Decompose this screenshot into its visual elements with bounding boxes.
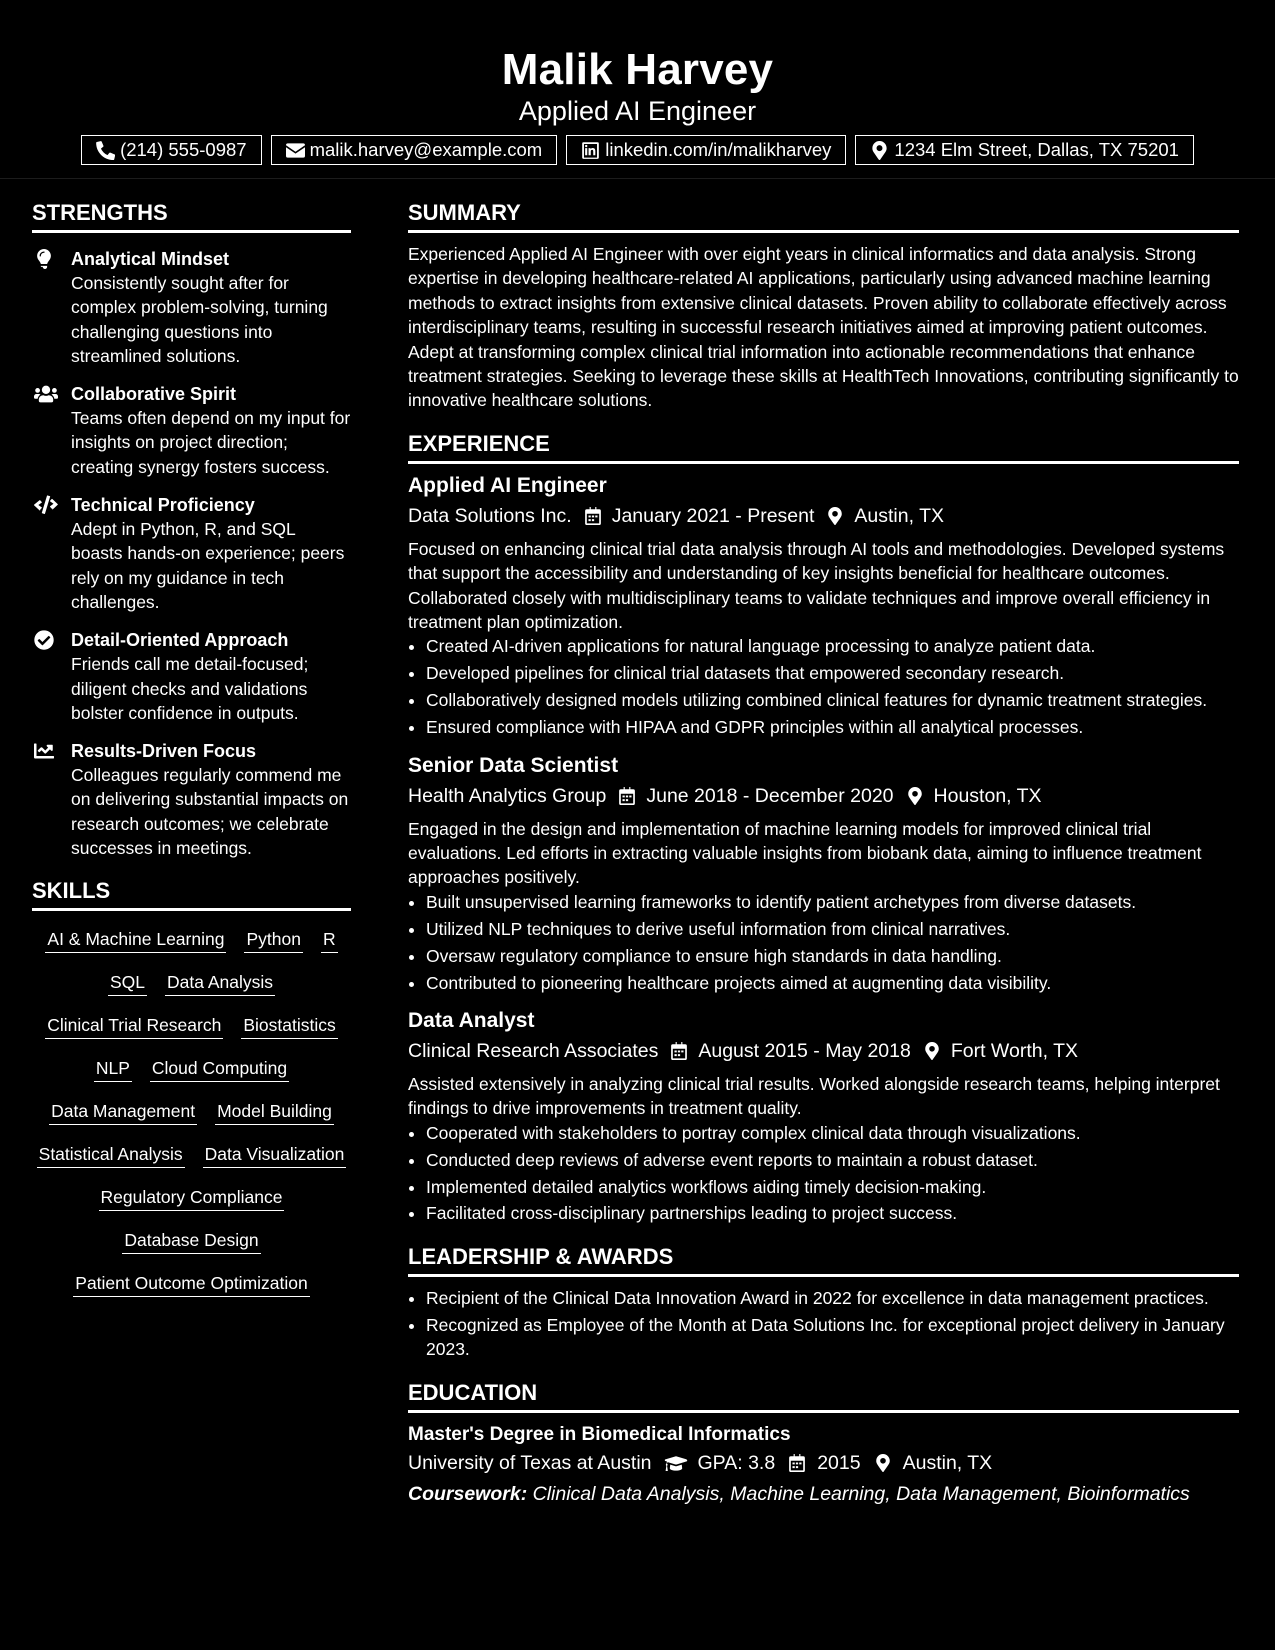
strengths-list xyxy=(32,247,351,860)
strength-title: Detail-Oriented Approach xyxy=(71,630,289,651)
skill-tag: NLP xyxy=(94,1056,132,1082)
list-item: • Recognized as Employee of the Month at Data Solutions Inc. for exceptional project delivery in January 2023. xyxy=(426,1313,1239,1362)
job-bullets xyxy=(408,1121,1239,1226)
coursework-label: Coursework: xyxy=(408,1482,528,1505)
skill-tag: Data Analysis xyxy=(165,970,275,996)
job-entry xyxy=(408,752,1239,995)
calendar-icon xyxy=(787,1454,807,1472)
job-company: Clinical Research Associates xyxy=(408,1039,659,1062)
mail-icon xyxy=(286,141,305,160)
education-meta xyxy=(408,1448,1239,1478)
job-company: Health Analytics Group xyxy=(408,784,607,807)
list-item: • Utilized NLP techniques to derive useful information from clinical narratives. xyxy=(426,917,1239,941)
skill-tag: Statistical Analysis xyxy=(37,1142,185,1168)
skill-tag: Regulatory Compliance xyxy=(99,1185,285,1211)
left-column xyxy=(32,198,351,1297)
skill-tag: Patient Outcome Optimization xyxy=(73,1271,309,1297)
strength-title: Collaborative Spirit xyxy=(71,384,237,405)
strength-title: Technical Proficiency xyxy=(71,495,255,516)
map-pin-icon xyxy=(873,1454,893,1472)
job-description: Engaged in the design and implementation of machine learning models for improved clinical trial evaluations. Led efforts in extracting valuable insights from biobank data, aiming to influence treatment approaches positively. xyxy=(408,818,1202,888)
list-item: • Recipient of the Clinical Data Innovation Award in 2022 for excellence in data management practices. xyxy=(426,1286,1239,1310)
linkedin-icon xyxy=(581,141,600,160)
list-item: • Cooperated with stakeholders to portray complex clinical data through visualizations. xyxy=(426,1121,1239,1145)
job-bullets xyxy=(408,890,1239,995)
graduation-year: 2015 xyxy=(817,1451,861,1474)
phone-icon xyxy=(96,141,115,160)
education-heading: EDUCATION xyxy=(408,1378,1239,1413)
lightbulb-icon xyxy=(34,249,54,269)
degree-title: Master's Degree in Biomedical Informatics xyxy=(408,1423,791,1445)
strength-item xyxy=(32,628,351,725)
map-pin-icon xyxy=(923,1042,941,1060)
list-item: • Conducted deep reviews of adverse event reports to maintain a robust dataset. xyxy=(426,1148,1239,1172)
job-description: Assisted extensively in analyzing clinical trial results. Worked alongside research teams, helping interpret findings to drive improvements in treatment quality. xyxy=(408,1073,1220,1119)
job-entry xyxy=(408,472,1239,740)
experience-heading: EXPERIENCE xyxy=(408,429,1239,464)
list-item: • Built unsupervised learning frameworks to identify patient archetypes from diverse datasets. xyxy=(426,890,1239,914)
list-item: • Oversaw regulatory compliance to ensure high standards in data handling. xyxy=(426,944,1239,968)
check-circle-icon xyxy=(34,630,54,650)
school-name: University of Texas at Austin xyxy=(408,1451,652,1474)
map-pin-icon xyxy=(826,507,844,525)
map-pin-icon xyxy=(906,787,924,805)
skill-tag: R xyxy=(321,927,338,953)
skill-tag: Clinical Trial Research xyxy=(45,1013,223,1039)
job-title: Senior Data Scientist xyxy=(408,753,619,777)
strength-title: Results-Driven Focus xyxy=(71,741,257,762)
code-icon xyxy=(34,495,58,515)
strength-desc: Colleagues regularly commend me on delivering substantial impacts on research outcomes; we celebrate successes in meetings. xyxy=(71,765,349,859)
strength-desc: Teams often depend on my input for insights on project direction; creating synergy fosters success. xyxy=(71,408,351,477)
list-item: • Developed pipelines for clinical trial datasets that empowered secondary research. xyxy=(426,661,1239,685)
education-location: Austin, TX xyxy=(902,1451,993,1474)
summary-heading: SUMMARY xyxy=(408,198,1239,233)
contact-email[interactable] xyxy=(271,135,558,165)
awards-list xyxy=(408,1286,1239,1362)
list-item: • Contributed to pioneering healthcare projects aimed at augmenting data visibility. xyxy=(426,971,1239,995)
skill-tag: SQL xyxy=(108,970,147,996)
strengths-heading: STRENGTHS xyxy=(32,198,351,233)
list-item: • Implemented detailed analytics workflows aiding timely decision-making. xyxy=(426,1175,1239,1199)
strength-item xyxy=(32,382,351,479)
contact-address[interactable] xyxy=(855,135,1194,165)
list-item: • Collaboratively designed models utilizing combined clinical features for dynamic treatment strategies. xyxy=(426,688,1239,712)
skills-heading: SKILLS xyxy=(32,876,351,911)
strength-item xyxy=(32,493,351,614)
leadership-heading: LEADERSHIP & AWARDS xyxy=(408,1242,1239,1277)
skill-tag: Data Management xyxy=(49,1099,197,1125)
contact-bar xyxy=(0,135,1275,165)
job-dates: January 2021 - Present xyxy=(611,504,815,527)
contact-linkedin[interactable] xyxy=(566,135,846,165)
job-meta xyxy=(408,781,1239,811)
skill-tag: Cloud Computing xyxy=(150,1056,289,1082)
job-bullets xyxy=(408,634,1239,739)
graduation-cap-icon xyxy=(664,1454,688,1472)
chart-line-icon xyxy=(34,741,54,761)
skill-tag: Data Visualization xyxy=(203,1142,347,1168)
list-item: • Ensured compliance with HIPAA and GDPR principles within all analytical processes. xyxy=(426,715,1239,739)
right-column xyxy=(408,198,1239,1508)
candidate-title: Applied AI Engineer xyxy=(518,96,757,126)
resume-header xyxy=(0,0,1275,179)
job-dates: August 2015 - May 2018 xyxy=(698,1039,911,1062)
job-location: Houston, TX xyxy=(933,784,1042,807)
strength-desc: Adept in Python, R, and SQL boasts hands-on experience; peers rely on my guidance in tech challenges. xyxy=(71,519,345,612)
strength-desc: Consistently sought after for complex problem-solving, turning challenging questions into streamlined solutions. xyxy=(71,273,328,366)
email-text: malik.harvey@example.com xyxy=(309,139,543,160)
contact-phone[interactable] xyxy=(81,135,262,165)
skill-tag: Biostatistics xyxy=(241,1013,337,1039)
job-title: Applied AI Engineer xyxy=(408,473,607,497)
strength-desc: Friends call me detail-focused; diligent checks and validations bolster confidence in outputs. xyxy=(71,654,309,723)
coursework xyxy=(408,1480,1239,1508)
job-company: Data Solutions Inc. xyxy=(408,504,572,527)
gpa-text: GPA: 3.8 xyxy=(697,1451,776,1474)
coursework-text: Clinical Data Analysis, Machine Learning, Data Management, Bioinformatics xyxy=(532,1482,1190,1505)
skills-list xyxy=(32,927,351,1297)
job-title: Data Analyst xyxy=(408,1008,535,1032)
strength-item xyxy=(32,247,351,368)
job-description: Focused on enhancing clinical trial data analysis through AI tools and methodologies. Developed systems that support the accessibility and understanding of key insights beneficial for healthcare outcomes. Collaborated closely with multidisciplinary teams to validate techniques and improve overall efficiency in treatment plan optimization. xyxy=(408,538,1225,633)
skill-tag: Database Design xyxy=(122,1228,260,1254)
job-location: Austin, TX xyxy=(854,504,944,527)
skill-tag: Python xyxy=(244,927,302,953)
map-pin-icon xyxy=(870,141,889,160)
job-entry xyxy=(408,1007,1239,1226)
job-meta xyxy=(408,1036,1239,1066)
calendar-icon xyxy=(618,787,636,805)
job-meta xyxy=(408,501,1239,531)
strength-title: Analytical Mindset xyxy=(71,249,230,269)
skill-tag: AI & Machine Learning xyxy=(45,927,226,953)
calendar-icon xyxy=(584,507,602,525)
users-icon xyxy=(34,384,58,404)
list-item: • Created AI-driven applications for natural language processing to analyze patient data. xyxy=(426,634,1239,658)
job-dates: June 2018 - December 2020 xyxy=(646,784,894,807)
skill-tag: Model Building xyxy=(215,1099,334,1125)
phone-text: (214) 555-0987 xyxy=(120,139,247,160)
address-text: 1234 Elm Street, Dallas, TX 75201 xyxy=(894,139,1179,160)
strength-item xyxy=(32,739,351,860)
calendar-icon xyxy=(670,1042,688,1060)
linkedin-text: linkedin.com/in/malikharvey xyxy=(605,139,832,160)
summary-text: Experienced Applied AI Engineer with over eight years in clinical informatics and data analysis. Strong expertise in developing healthcare-related AI applications, particularly using advanced machine learning methods to extract insights from extensive clinical datasets. Proven ability to collaborate effectively across interdisciplinary teams, resulting in successful research initiatives aimed at improving patient outcomes. Adept at transforming complex clinical trial information into actionable recommendations that enhance treatment strategies. Seeking to leverage these skills at HealthTech Innovations, contributing significantly to innovative healthcare solutions. xyxy=(408,244,1239,411)
job-location: Fort Worth, TX xyxy=(950,1039,1078,1062)
candidate-name: Malik Harvey xyxy=(501,45,774,94)
list-item: • Facilitated cross-disciplinary partnerships leading to project success. xyxy=(426,1201,1239,1225)
